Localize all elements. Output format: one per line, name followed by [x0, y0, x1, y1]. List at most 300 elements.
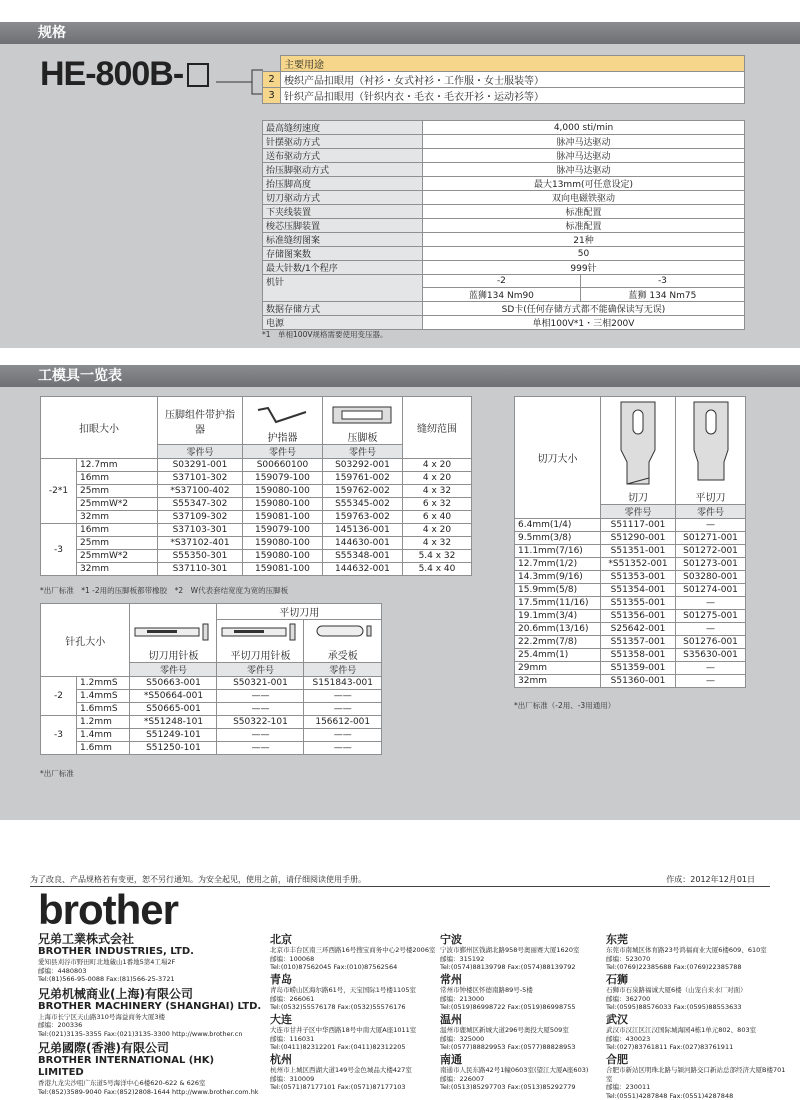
flat-knife-icon — [686, 400, 736, 486]
table-cell: S37110-301 — [157, 563, 242, 576]
table-cell: 144632-001 — [322, 563, 402, 576]
company-en: BROTHER INDUSTRIES, LTD. — [38, 946, 263, 958]
part-no-header: 零件号 — [130, 663, 217, 677]
table-row — [41, 563, 472, 576]
table-cell: 1.6mmS — [77, 703, 130, 716]
table-row — [515, 649, 746, 662]
table-cell: 1.2mm — [77, 716, 130, 729]
table-cell: S51117-001 — [601, 519, 676, 532]
office-postcode: 邮编：230011 — [606, 1083, 786, 1092]
table-cell: — — [676, 623, 746, 636]
spec-row — [263, 149, 745, 163]
spec-label: 电源 — [263, 316, 423, 330]
spec-label: 梭芯压脚装置 — [263, 219, 423, 233]
table-cell: S50321-001 — [217, 677, 304, 690]
table-cell: *S51352-001 — [601, 558, 676, 571]
table-cell: 22.2mm(7/8) — [515, 636, 601, 649]
usage-text: 针织产品扣眼用（针织内衣・毛衣・毛衣开衫・运动衫等） — [281, 88, 745, 104]
table-cell: 1.4mmS — [77, 690, 130, 703]
table-row — [515, 571, 746, 584]
table-cell: 20.6mm(13/16) — [515, 623, 601, 636]
table-cell: S55347-302 — [157, 498, 242, 511]
table-cell: S151843-001 — [304, 677, 382, 690]
spec-value: 脉冲马达驱动 — [423, 163, 745, 177]
table-cell: 6 x 32 — [402, 498, 471, 511]
flat-plate-icon — [220, 620, 300, 644]
table-cell: 12.7mm — [77, 459, 158, 472]
office-contact: Tel:(0513)85297703 Fax:(0513)85292779 — [440, 1083, 620, 1092]
spec-value: 单相100V*1・三相200V — [423, 316, 745, 330]
spec-row — [263, 163, 745, 177]
office-contact: Tel:(0519)86998722 Fax:(0519)86998755 — [440, 1003, 620, 1012]
usage-num: 3 — [263, 88, 281, 104]
flat-plate-label: 平切刀用针板 — [220, 647, 300, 662]
company-postcode: 邮编：200336 — [38, 1021, 263, 1030]
office-block — [606, 974, 786, 1012]
table-cell: S03280-001 — [676, 571, 746, 584]
office-postcode: 邮编：430023 — [606, 1035, 786, 1044]
table-cell: —— — [217, 703, 304, 716]
table-cell: S55348-001 — [322, 550, 402, 563]
office-address: 宁波市鄞州区钱湖北路958号奥丽赛大厦1620室 — [440, 946, 620, 955]
model-title — [40, 55, 209, 94]
table-row — [41, 498, 472, 511]
office-address: 北京市丰台区南三环西路16号搜宝商务中心2号楼2006室 — [270, 946, 450, 955]
knife-table — [514, 396, 746, 688]
table-row — [41, 537, 472, 550]
table-row — [41, 485, 472, 498]
spec-label: 抬压脚高度 — [263, 177, 423, 191]
needle-b: -3 — [580, 275, 744, 288]
table-cell: —— — [217, 690, 304, 703]
office-block — [606, 934, 786, 972]
table-row — [41, 511, 472, 524]
knife-note: *出厂标准（-2用、-3用通用） — [514, 700, 615, 711]
col-buttonhole: 扣眼大小 — [41, 397, 158, 459]
office-city: 杭州 — [270, 1054, 450, 1066]
group-label: -2*1 — [41, 459, 77, 524]
table-cell: S50322-101 — [217, 716, 304, 729]
office-block — [440, 1054, 620, 1092]
table-cell: 159079-100 — [242, 524, 322, 537]
table-row — [515, 545, 746, 558]
table-cell: *S37100-402 — [157, 485, 242, 498]
table-row — [41, 524, 472, 537]
office-contact: Tel:(0769)22385688 Fax:(0769)22385788 — [606, 963, 786, 972]
table-cell: S37103-301 — [157, 524, 242, 537]
office-postcode: 邮编：266061 — [270, 995, 450, 1004]
office-postcode: 邮编：362700 — [606, 995, 786, 1004]
table-cell: —— — [304, 690, 382, 703]
table-row — [515, 636, 746, 649]
table-cell: 4 x 32 — [402, 537, 471, 550]
table-cell: 4 x 20 — [402, 524, 471, 537]
company-contact: Tel:(021)3135-3355 Fax:(021)3135-3300 http://www.brother.cn — [38, 1030, 263, 1039]
notice-text: 为了改良、产品规格若有变更，恕不另行通知。为安全起见，使用之前，请仔细阅读使用手册。 — [30, 874, 366, 885]
office-block — [440, 1014, 620, 1052]
table-cell: 25mmW*2 — [77, 550, 158, 563]
table-cell: 159080-100 — [242, 485, 322, 498]
needle-a2: 蓝狮134 Nm90 — [423, 288, 581, 302]
table-cell: S01275-001 — [676, 610, 746, 623]
table-cell: — — [676, 662, 746, 675]
office-block — [270, 934, 450, 972]
spec-row — [263, 261, 745, 275]
spec-row — [263, 121, 745, 135]
table-cell: —— — [304, 742, 382, 755]
spec-value: 标准配置 — [423, 219, 745, 233]
model-variant-box — [187, 63, 209, 87]
table-cell: *S37102-401 — [157, 537, 242, 550]
spec-row — [263, 205, 745, 219]
table-cell: —— — [217, 729, 304, 742]
company-block — [38, 987, 263, 1039]
office-address: 青岛市崂山区海尔路61号，天宝国际1号楼1105室 — [270, 986, 450, 995]
table-cell: 159762-002 — [322, 485, 402, 498]
table-row — [41, 550, 472, 563]
col-foot-assy: 压脚组件带护指器 — [157, 397, 242, 445]
table-cell: 32mm — [77, 563, 158, 576]
office-address: 大连市甘井子区中华西路18号中南大厦A座1011室 — [270, 1026, 450, 1035]
table-cell: S03292-001 — [322, 459, 402, 472]
spec-row — [263, 191, 745, 205]
spec-value: 50 — [423, 247, 745, 261]
table-row — [515, 623, 746, 636]
spec-value: 脉冲马达驱动 — [423, 135, 745, 149]
office-address: 合肥市新站区明珠北路与颍河路交口新站总部经济大厦B楼701室 — [606, 1066, 786, 1083]
spec-value: 标准配置 — [423, 205, 745, 219]
table-cell: S35630-001 — [676, 649, 746, 662]
spec-header: 规格 — [0, 22, 800, 44]
office-block — [440, 974, 620, 1012]
table-cell: 19.1mm(3/4) — [515, 610, 601, 623]
table-row — [515, 662, 746, 675]
table-cell: 25mm — [77, 537, 158, 550]
spec-row — [263, 135, 745, 149]
table-cell: 1.4mm — [77, 729, 130, 742]
office-contact: Tel:(0551)4287848 Fax:(0551)4287848 — [606, 1092, 786, 1100]
office-contact: Tel:(0577)88829953 Fax:(0577)88828953 — [440, 1043, 620, 1052]
office-city: 东莞 — [606, 934, 786, 946]
office-city: 宁波 — [440, 934, 620, 946]
needle-plate-icon — [133, 620, 213, 644]
table-cell: S03291-001 — [157, 459, 242, 472]
spec-label: 送布驱动方式 — [263, 149, 423, 163]
table-row — [41, 716, 382, 729]
table-cell: *S50664-001 — [130, 690, 217, 703]
table-cell: 159081-100 — [242, 511, 322, 524]
table-cell: S51353-001 — [601, 571, 676, 584]
connector-lines — [216, 62, 266, 102]
office-contact: Tel:(027)83761811 Fax:(027)83761911 — [606, 1043, 786, 1052]
spec-label: 最高缝纫速度 — [263, 121, 423, 135]
flat-knife-label: 平切刀 — [679, 489, 742, 504]
col-flat-plate — [217, 620, 304, 663]
table-cell: S01274-001 — [676, 584, 746, 597]
col-knife — [601, 397, 676, 505]
company-address: 愛知县刈谷市野田町北地蔵山1番地5第4工場2F — [38, 958, 263, 967]
table-cell: 5.4 x 40 — [402, 563, 471, 576]
col-sew-range: 缝纫范围 — [402, 397, 471, 459]
table-cell: 159080-100 — [242, 498, 322, 511]
table-cell: 5.4 x 32 — [402, 550, 471, 563]
part-no-header: 零件号 — [242, 445, 322, 459]
office-city: 青岛 — [270, 974, 450, 986]
spec-label: 存储图案数 — [263, 247, 423, 261]
company-block — [38, 1041, 263, 1096]
finger-guard-label: 护指器 — [246, 429, 319, 444]
foot-plate-icon — [330, 404, 394, 426]
table-row — [41, 729, 382, 742]
spec-label: 标准缝纫图案 — [263, 233, 423, 247]
table-cell: S50665-001 — [130, 703, 217, 716]
flat-knife-header: 平切刀用 — [217, 604, 382, 620]
table-row — [41, 677, 382, 690]
table-cell: 14.3mm(9/16) — [515, 571, 601, 584]
needle-plate-note: *出厂标准 — [40, 768, 74, 779]
spec-value: 999针 — [423, 261, 745, 275]
table-row — [515, 519, 746, 532]
office-address: 杭州市上城区西湖大道149号金色城品大楼427室 — [270, 1066, 450, 1075]
col-cut-plate — [130, 604, 217, 663]
table-cell: 9.5mm(3/8) — [515, 532, 601, 545]
spec-row — [263, 316, 745, 330]
col-finger-guard — [242, 397, 322, 445]
table-cell: 159081-100 — [242, 563, 322, 576]
col-foot-plate — [322, 397, 402, 445]
usage-num: 2 — [263, 72, 281, 88]
buttonhole-note: *出厂标准 *1 -2用的压脚板都带橡胶 *2 W代表套结宽度为宽的压脚板 — [40, 585, 288, 596]
table-cell: S51250-101 — [130, 742, 217, 755]
table-cell: S51356-001 — [601, 610, 676, 623]
spec-value: 脉冲马达驱动 — [423, 149, 745, 163]
table-row — [41, 472, 472, 485]
table-cell: 32mm — [515, 675, 601, 688]
company-address: 香港九龙尖沙咀广东道5号海洋中心6楼620-622 & 626室 — [38, 1079, 263, 1088]
table-row — [41, 459, 472, 472]
brother-logo: brother — [38, 886, 178, 934]
table-cell: 4 x 20 — [402, 459, 471, 472]
office-address: 武汉市汉江区江汉国际城海园4栋1单元802、803室 — [606, 1026, 786, 1035]
table-cell: 4 x 20 — [402, 472, 471, 485]
table-cell: 17.5mm(11/16) — [515, 597, 601, 610]
office-block — [606, 1014, 786, 1052]
office-contact: Tel:(0411)82312201 Fax:(0411)82312205 — [270, 1043, 450, 1052]
table-cell: S51354-001 — [601, 584, 676, 597]
table-cell: S50663-001 — [130, 677, 217, 690]
company-address: 上海市长宁区天山路310号海益商务大厦3楼 — [38, 1013, 263, 1022]
office-postcode: 邮编：523070 — [606, 955, 786, 964]
table-cell: S25642-001 — [601, 623, 676, 636]
office-city: 石狮 — [606, 974, 786, 986]
table-row — [515, 558, 746, 571]
table-cell: 6.4mm(1/4) — [515, 519, 601, 532]
spec-row — [263, 219, 745, 233]
table-cell: 25mm — [77, 485, 158, 498]
usage-header: 主要用途 — [281, 56, 745, 72]
spec-value: SD卡(任何存储方式都不能确保读写无误) — [423, 302, 745, 316]
table-cell: 15.9mm(5/8) — [515, 584, 601, 597]
buttonhole-table — [40, 396, 472, 576]
finger-guard-icon — [254, 404, 310, 426]
table-cell: 159079-100 — [242, 472, 322, 485]
office-city: 武汉 — [606, 1014, 786, 1026]
company-contact: Tel:(852)3589-9040 Fax:(852)2808-1644 http://www.brother.com.hk — [38, 1088, 263, 1097]
table-cell: 156612-001 — [304, 716, 382, 729]
office-contact: Tel:(0595)88576033 Fax:(0595)88553633 — [606, 1003, 786, 1012]
cut-plate-label: 切刀用针板 — [133, 647, 213, 662]
date-text: 作成：2012年12月01日 — [666, 874, 755, 885]
needle-a: -2 — [423, 275, 581, 288]
table-cell: 16mm — [77, 472, 158, 485]
spec-row — [263, 302, 745, 316]
receiver-label: 承受板 — [307, 647, 378, 662]
table-cell: S51358-001 — [601, 649, 676, 662]
office-address: 温州市鹿城区新城大道296号奥投大厦509室 — [440, 1026, 620, 1035]
spec-value: 4,000 sti/min — [423, 121, 745, 135]
office-address: 石狮市石泉路福诚大厦6楼（山宠自来水厂对面） — [606, 986, 786, 995]
spec-label: 抬压脚驱动方式 — [263, 163, 423, 177]
group-label: -3 — [41, 524, 77, 576]
knife-label: 切刀 — [604, 489, 672, 504]
spec-label: 下夹线装置 — [263, 205, 423, 219]
table-row — [515, 584, 746, 597]
office-city: 大连 — [270, 1014, 450, 1026]
table-cell: S01271-001 — [676, 532, 746, 545]
office-postcode: 邮编：315192 — [440, 955, 620, 964]
spec-label: 最大针数/1个程序 — [263, 261, 423, 275]
office-address: 东莞市南城区体育路23号鸿福商业大厦6楼609、610室 — [606, 946, 786, 955]
table-cell: 144630-001 — [322, 537, 402, 550]
table-cell: 25mmW*2 — [77, 498, 158, 511]
spec-label: 切刀驱动方式 — [263, 191, 423, 205]
spec-table — [262, 120, 745, 330]
table-cell: S01272-001 — [676, 545, 746, 558]
foot-plate-label: 压脚板 — [326, 429, 399, 444]
table-cell: S51360-001 — [601, 675, 676, 688]
office-block — [606, 1054, 786, 1100]
table-cell: — — [676, 597, 746, 610]
usage-table — [262, 55, 745, 104]
col-knife-size: 切刀大小 — [515, 397, 601, 519]
company-name: 兄弟机械商业(上海)有限公司 — [38, 987, 263, 1001]
office-block — [270, 1014, 450, 1052]
office-city: 合肥 — [606, 1054, 786, 1066]
table-cell: — — [676, 675, 746, 688]
office-contact: Tel:(010)87562045 Fax:(010)87562564 — [270, 963, 450, 972]
office-city: 常州 — [440, 974, 620, 986]
spec-row — [263, 177, 745, 191]
table-cell: 6 x 40 — [402, 511, 471, 524]
table-cell: S51359-001 — [601, 662, 676, 675]
table-cell: S51355-001 — [601, 597, 676, 610]
spec-value: 双向电磁铁驱动 — [423, 191, 745, 205]
company-en: BROTHER MACHINERY (SHANGHAI) LTD. — [38, 1001, 263, 1013]
office-city: 北京 — [270, 934, 450, 946]
spec-value: 最大13mm(可任意设定) — [423, 177, 745, 191]
table-row — [41, 690, 382, 703]
table-row — [41, 742, 382, 755]
table-cell: 159763-002 — [322, 511, 402, 524]
part-no-header: 零件号 — [157, 445, 242, 459]
table-cell: S51249-101 — [130, 729, 217, 742]
table-cell: S55345-002 — [322, 498, 402, 511]
office-city: 温州 — [440, 1014, 620, 1026]
table-cell: 1.2mmS — [77, 677, 130, 690]
usage-text: 梭织产品扣眼用（衬衫・女式衬衫・工作服・女士服装等） — [281, 72, 745, 88]
office-postcode: 邮编：100068 — [270, 955, 450, 964]
office-contact: Tel:(0571)87177101 Fax:(0571)87177103 — [270, 1083, 450, 1092]
company-postcode: 邮编：4480803 — [38, 967, 263, 976]
company-name: 兄弟國際(香港)有限公司 — [38, 1041, 263, 1055]
table-cell: *S51248-101 — [130, 716, 217, 729]
company-list — [38, 932, 263, 1099]
office-postcode: 邮编：116031 — [270, 1035, 450, 1044]
table-cell: —— — [304, 729, 382, 742]
office-address: 南通市人民东路42号1幢0603室(望江大厦A座603) — [440, 1066, 620, 1075]
table-cell: 16mm — [77, 524, 158, 537]
col-receiver — [304, 620, 382, 663]
table-cell: S51351-001 — [601, 545, 676, 558]
table-cell: S37109-302 — [157, 511, 242, 524]
office-contact: Tel:(0574)88139798 Fax:(0574)88139792 — [440, 963, 620, 972]
table-cell: 159080-100 — [242, 550, 322, 563]
table-cell: —— — [304, 703, 382, 716]
model-name: HE-800B- — [40, 55, 183, 93]
table-cell: 145136-001 — [322, 524, 402, 537]
table-cell: 25.4mm(1) — [515, 649, 601, 662]
table-cell: 12.7mm(1/2) — [515, 558, 601, 571]
table-row — [515, 597, 746, 610]
group-label: -2 — [41, 677, 77, 716]
needle-plate-table — [40, 603, 382, 755]
group-label: -3 — [41, 716, 77, 755]
office-address: 常州市钟楼区怀德南路89号-5楼 — [440, 986, 620, 995]
table-cell: S51290-001 — [601, 532, 676, 545]
table-cell: —— — [217, 742, 304, 755]
table-row — [515, 532, 746, 545]
office-block — [270, 974, 450, 1012]
table-row — [515, 610, 746, 623]
spec-row — [263, 233, 745, 247]
tools-header: 工模具一览表 — [0, 365, 800, 387]
office-city: 南通 — [440, 1054, 620, 1066]
part-no-header: 零件号 — [601, 505, 676, 519]
company-name: 兄弟工業株式会社 — [38, 932, 263, 946]
table-cell: 29mm — [515, 662, 601, 675]
company-contact: Tel:(81)566-95-0088 Fax:(81)566-25-3721 — [38, 975, 263, 984]
part-no-header: 零件号 — [217, 663, 304, 677]
spec-note: *1 单相100V规格需要使用变压器。 — [262, 329, 387, 340]
knife-icon — [613, 400, 663, 486]
table-cell: S51357-001 — [601, 636, 676, 649]
office-postcode: 邮编：226007 — [440, 1075, 620, 1084]
table-cell: 1.6mm — [77, 742, 130, 755]
office-postcode: 邮编：325000 — [440, 1035, 620, 1044]
table-cell: S01273-001 — [676, 558, 746, 571]
spec-value: 21种 — [423, 233, 745, 247]
office-block — [270, 1054, 450, 1092]
table-cell: S55350-301 — [157, 550, 242, 563]
table-cell: 159761-002 — [322, 472, 402, 485]
spec-label: 机针 — [263, 275, 423, 302]
col-flat-knife — [676, 397, 746, 505]
spec-label: 数据存储方式 — [263, 302, 423, 316]
part-no-header: 零件号 — [322, 445, 402, 459]
table-cell: 32mm — [77, 511, 158, 524]
spec-label: 针摆驱动方式 — [263, 135, 423, 149]
table-cell: — — [676, 519, 746, 532]
